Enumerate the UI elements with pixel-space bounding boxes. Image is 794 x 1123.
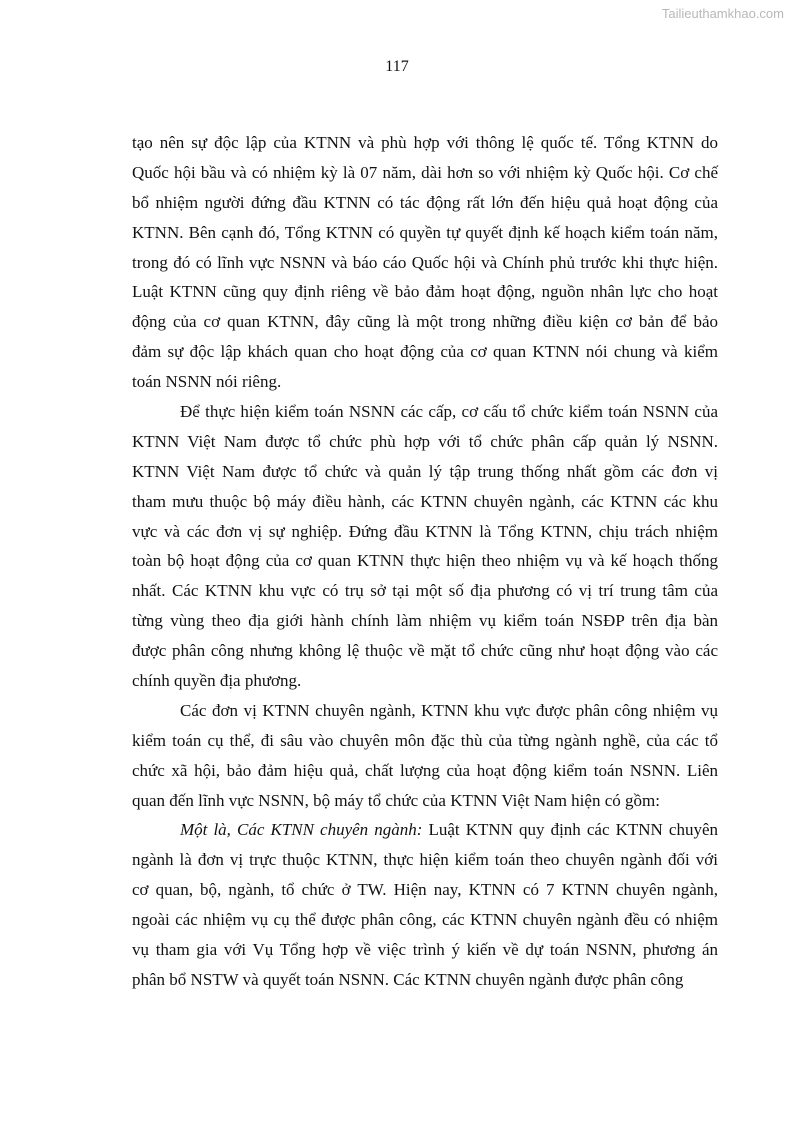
line-text: cơ quan, bộ, ngành, tổ chức ở TW. Hiện nay, KTNN có 7 KTNN chuyên ngành, (132, 880, 718, 900)
line-text: vực và các đơn vị sự nghiệp. Đứng đầu KTNN là Tổng KTNN, chịu trách nhiệm (132, 521, 718, 541)
text-line (132, 965, 718, 995)
text-line (132, 726, 718, 756)
paragraph (132, 128, 718, 397)
text-line (132, 845, 718, 875)
text-line (132, 815, 718, 845)
line-text: toán NSNN nói riêng. (132, 372, 282, 392)
text-line (132, 277, 718, 307)
text-line (132, 606, 718, 636)
line-text: ngành là đơn vị trực thuộc KTNN, thực hiện kiểm toán theo chuyên ngành đối với (132, 850, 718, 870)
text-line (132, 397, 718, 427)
text-line (132, 367, 718, 397)
line-text: Quốc hội bầu và có nhiệm kỳ là 07 năm, dài hơn so với nhiệm kỳ Quốc hội. Cơ chế (132, 162, 718, 182)
paragraph (132, 815, 718, 994)
line-text: bổ nhiệm người đứng đầu KTNN có tác động rất lớn đến hiệu quả hoạt động của (132, 192, 718, 212)
text-line (132, 427, 718, 457)
text-line (132, 487, 718, 517)
line-text: Để thực hiện kiểm toán NSNN các cấp, cơ cấu tổ chức kiểm toán NSNN của (180, 402, 718, 422)
line-text: đảm sự độc lập khách quan cho hoạt động của cơ quan KTNN nói chung và kiểm (132, 342, 718, 362)
line-text: quan đến lĩnh vực NSNN, bộ máy tổ chức của KTNN Việt Nam hiện có gồm: (132, 790, 660, 810)
line-text: ngoài các nhiệm vụ cụ thể được phân công, các KTNN chuyên ngành đều có nhiệm (132, 910, 718, 930)
line-text: vụ tham gia với Vụ Tổng hợp về việc trình ý kiến về dự toán NSNN, phương án (132, 940, 718, 960)
line-text: chính quyền địa phương. (132, 671, 302, 691)
line-text: được phân công nhưng không lệ thuộc về mặt tổ chức cũng như hoạt động vào các (132, 641, 718, 661)
text-line (132, 188, 718, 218)
text-line (132, 786, 718, 816)
text-line (132, 248, 718, 278)
text-line (132, 128, 718, 158)
text-line (132, 218, 718, 248)
paragraph (132, 696, 718, 816)
text-line (132, 457, 718, 487)
line-text: phân bổ NSTW và quyết toán NSNN. Các KTNN chuyên ngành được phân công (132, 969, 684, 989)
text-line (132, 756, 718, 786)
text-line (132, 307, 718, 337)
text-line (132, 636, 718, 666)
line-text: KTNN. Bên cạnh đó, Tổng KTNN có quyền tự quyết định kế hoạch kiểm toán năm, (132, 222, 718, 242)
line-text: tạo nên sự độc lập của KTNN và phù hợp với thông lệ quốc tế. Tổng KTNN do (132, 133, 718, 152)
text-line (132, 546, 718, 576)
line-text: nhất. Các KTNN khu vực có trụ sở tại một số địa phương có vị trí trung tâm của (132, 581, 718, 601)
page-number: 117 (385, 58, 409, 75)
text-line (132, 875, 718, 905)
paragraph (132, 397, 718, 696)
line-text: toàn bộ hoạt động của cơ quan KTNN thực hiện theo nhiệm vụ và kế hoạch thống (132, 551, 718, 571)
line-text: Luật KTNN cũng quy định riêng về bảo đảm hoạt động, nguồn nhân lực cho hoạt (132, 282, 718, 302)
text-line (132, 337, 718, 367)
line-text: chức xã hội, bảo đảm hiệu quả, chất lượng của hoạt động kiểm toán NSNN. Liên (132, 760, 718, 780)
line-text: KTNN Việt Nam được tổ chức và quản lý tập trung thống nhất gồm các đơn vị (132, 461, 718, 481)
line-text: kiểm toán cụ thể, đi sâu vào chuyên môn đặc thù của từng ngành nghề, của các tổ (132, 730, 718, 750)
line-text: trong đó có lĩnh vực NSNN và báo cáo Quốc hội và Chính phủ trước khi thực hiện. (132, 252, 718, 272)
document-body (132, 128, 718, 995)
line-text: KTNN Việt Nam được tổ chức phù hợp với tổ chức phân cấp quản lý NSNN. (132, 431, 718, 451)
watermark: Tailieuthamkhao.com (661, 6, 784, 21)
italic-lead: Một là, Các KTNN chuyên ngành: (180, 820, 423, 840)
line-text: động của cơ quan KTNN, đây cũng là một trong những điều kiện cơ bản để bảo (132, 312, 718, 332)
text-line (132, 696, 718, 726)
line-text: từng vùng theo địa giới hành chính làm nhiệm vụ kiểm toán NSĐP trên địa bàn (132, 611, 718, 631)
line-text: tham mưu thuộc bộ máy điều hành, các KTNN chuyên ngành, các KTNN các khu (132, 491, 718, 511)
text-line (132, 905, 718, 935)
text-line (132, 935, 718, 965)
text-line (132, 666, 718, 696)
text-line (132, 158, 718, 188)
text-line (132, 517, 718, 547)
line-text: Luật KTNN quy định các KTNN chuyên (422, 820, 718, 840)
line-text: Các đơn vị KTNN chuyên ngành, KTNN khu vực được phân công nhiệm vụ (180, 700, 718, 720)
text-line (132, 576, 718, 606)
